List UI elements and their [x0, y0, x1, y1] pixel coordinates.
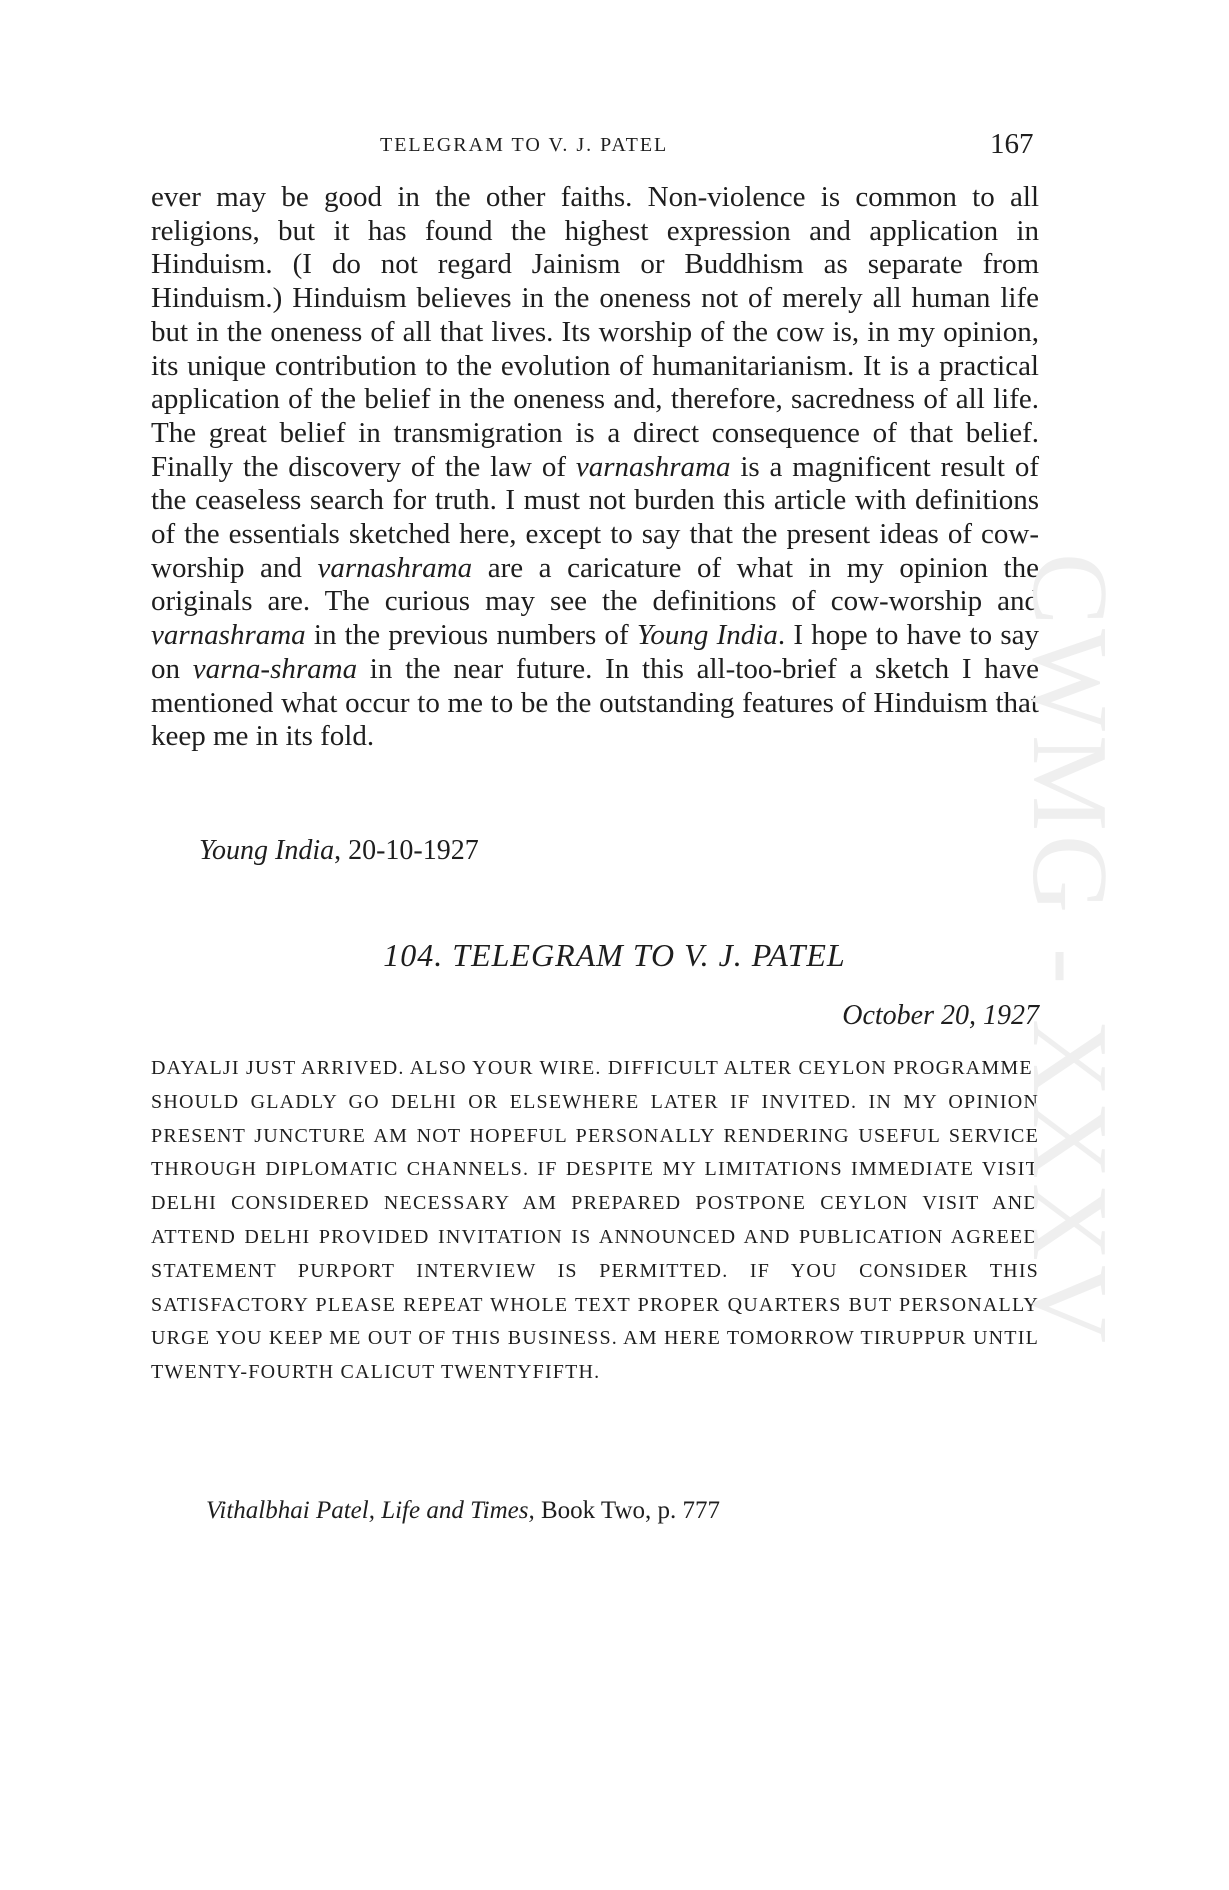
article-text: in the near future. In this all-too-brief a sketch I have mentioned what occur to me to be the outstanding features of Hinduism that keep me in its fold. — [151, 652, 1039, 753]
italic-term: varnashrama — [317, 551, 473, 584]
telegram-body: DAYALJI JUST ARRIVED. ALSO YOUR WIRE. DIFFICULT ALTER CEYLON PROGRAMME. SHOULD GLADLY GO DELHI OR ELSEWHERE LATER IF INVITED. IN MY OPINION PRESENT JUNCTURE AM NOT HOPEFUL PERSONALLY RENDERING USEFUL SERVICE THROUGH DIPLOMATIC CHANNELS. IF DESPITE MY LIMITATIONS IMMEDIATE VISIT DELHI CONSIDERED NECESSARY AM PREPARED POSTPONE CEYLON VISIT AND ATTEND DELHI PROVIDED INVITATION IS ANNOUNCED AND PUBLICATION AGREED STATEMENT PURPORT INTERVIEW IS PERMITTED. IF YOU CONSIDER THIS SATISFACTORY PLEASE REPEAT WHOLE TEXT PROPER QUARTERS BUT PERSONALLY URGE YOU KEEP ME OUT OF THIS BUSINESS. AM HERE TOMORROW TIRUPPUR UNTIL TWENTY-FOURTH CALICUT TWENTYFIFTH. — [151, 1057, 1039, 1384]
watermark — [1009, 430, 1129, 1470]
article-text: ever may be good in the other faiths. Non-violence is common to all religions, but it has found the highest expression and application in Hinduism. (I do not regard Jainism or Buddhism as separate from Hinduism.) Hinduism believes in the oneness not of merely all human life but in the oneness of all that lives. Its worship of the cow is, in my opinion, its unique contribution to the evolution of humanitarianism. It is a practical application of the belief in the oneness and, therefore, sacredness of all life. The great belief in transmigration is a direct consequence of that belief. Finally the discovery of the law of — [151, 181, 1039, 483]
italic-term: varnashrama — [151, 619, 306, 652]
article-text: is a magnificent result of the ceaseless search for truth. I must not burden this article with definitions of the essentials sketched here, except to say that the present ideas of cow-worship and — [151, 450, 1039, 584]
source-publication: Young India — [199, 835, 335, 866]
telegram-source — [206, 1497, 720, 1525]
italic-term: varnashrama — [575, 450, 731, 483]
source-date: , 20-10-1927 — [334, 835, 479, 866]
article-source — [199, 835, 479, 867]
article-text: are a caricature of what in my opinion the originals are. The curious may see the definitions of cow-worship and — [151, 551, 1039, 618]
italic-publication: Young India — [636, 619, 778, 652]
source-detail: Book Two, p. 777 — [534, 1497, 721, 1524]
article-text: . I hope to have to say on — [151, 619, 1040, 685]
watermark-text: CWMG - XXXV — [1010, 553, 1129, 1347]
source-book: Vithalbhai Patel, Life and Times, — [206, 1497, 535, 1524]
article-text: in the previous numbers of — [305, 619, 637, 652]
italic-term-part: shrama — [270, 652, 358, 685]
section-heading: 104. TELEGRAM TO V. J. PATEL — [383, 937, 846, 973]
page-number: 167 — [990, 128, 1034, 160]
telegram-date: October 20, 1927 — [842, 1000, 1039, 1031]
italic-term-part: varna- — [192, 652, 271, 685]
running-head: TELEGRAM TO V. J. PATEL — [380, 134, 669, 156]
article-body — [151, 181, 1039, 754]
